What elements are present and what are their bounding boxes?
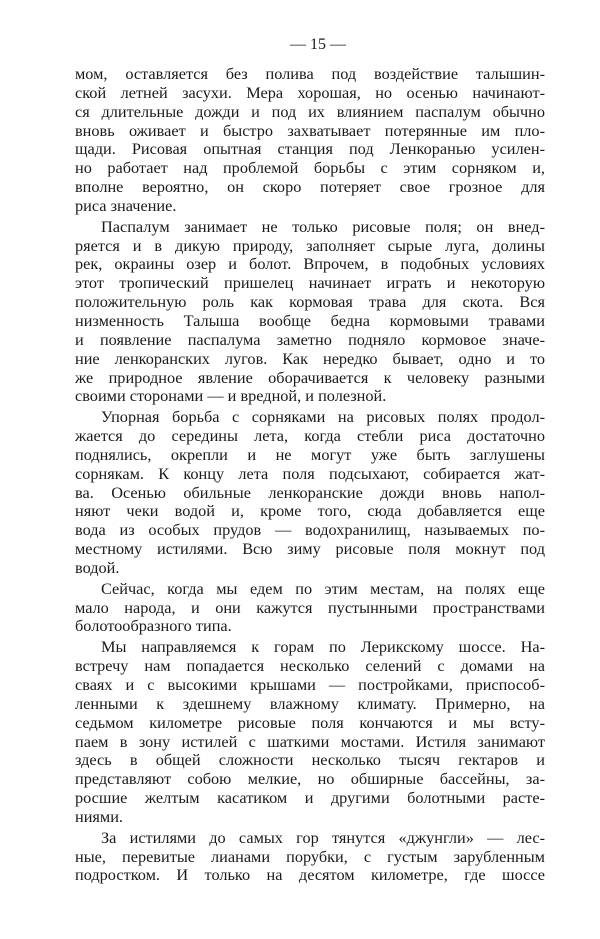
text-line: же природное явление оборачивается к человеку разными bbox=[75, 367, 545, 387]
text-line: подростком. И только на десятом километре, где шоссе bbox=[75, 865, 545, 885]
paragraph bbox=[75, 408, 545, 578]
text-line: Упорная борьба с сорняками на рисовых полях продол- bbox=[101, 407, 545, 427]
text-line: ской летней засухи. Мера хорошая, но осенью начинают- bbox=[75, 82, 545, 102]
page-number: — 15 — bbox=[290, 36, 346, 53]
text-line: представляют собою мелкие, но обширные бассейны, за- bbox=[75, 769, 545, 789]
text-line: и появление паспалума заметно подняло кормовое значе- bbox=[75, 329, 545, 349]
text-line: ниями. bbox=[75, 806, 124, 826]
text-line: но работает над проблемой борьбы с этим сорняком и, bbox=[75, 158, 545, 178]
text-body bbox=[75, 65, 545, 885]
text-line: встречу нам попадается несколько селений с домами на bbox=[75, 656, 545, 676]
paragraph bbox=[75, 829, 545, 886]
text-line: водой. bbox=[75, 557, 120, 577]
text-line: ся длительные дожди и под их влиянием паспалум обычно bbox=[75, 101, 545, 121]
book-page bbox=[75, 36, 545, 887]
text-line: ные, перевитые лианами порубки, с густым зарубленным bbox=[75, 846, 545, 866]
text-line: здесь в общей сложности несколько тысяч гектаров и bbox=[75, 750, 545, 770]
text-line: сваях и с высокими крышами — постройками, приспособ- bbox=[75, 675, 545, 694]
text-line: вновь оживает и быстро захватывает потерянные им пло- bbox=[75, 120, 545, 140]
text-line: седьмом километре рисовые поля кончаются и мы всту- bbox=[75, 712, 545, 732]
text-line: няют чеки водой и, кроме того, сюда добавляется еще bbox=[75, 501, 545, 521]
text-line: ние ленкоранских лугов. Как нередко бывает, одно и то bbox=[75, 348, 545, 368]
text-line: ленными к здешнему влажному климату. Примерно, на bbox=[75, 693, 545, 713]
paragraph bbox=[75, 65, 545, 216]
text-line: этот тропический пришелец начинает играть и некоторую bbox=[75, 273, 545, 293]
text-line: Паспалум занимает не только рисовые поля; он внед- bbox=[101, 216, 545, 236]
text-line: вода из особых прудов — водохранилищ, называемых по- bbox=[75, 520, 545, 540]
paragraph bbox=[75, 580, 545, 637]
text-line: щади. Рисовая опытная станция под Ленкоранью усилен- bbox=[75, 139, 545, 159]
text-line: Сейчас, когда мы едем по этим местам, на полях еще bbox=[101, 578, 545, 598]
text-line: поднялись, окрепли и не могут уже быть заглушены bbox=[75, 444, 545, 464]
paragraph bbox=[75, 638, 545, 826]
text-line: ва. Осенью обильные ленкоранские дожди вновь напол- bbox=[75, 482, 545, 502]
text-line: сорнякам. К концу лета поля подсыхают, собирается жат- bbox=[75, 463, 545, 483]
text-line: болотообразного типа. bbox=[75, 616, 232, 636]
text-line: паем в зону истилей с шаткими мостами. Истиля занимают bbox=[75, 731, 545, 751]
text-line: риса значение. bbox=[75, 195, 177, 215]
text-line: ряется и в дикую природу, заполняет сырые луга, долины bbox=[75, 235, 545, 255]
text-line: низменность Талыша вообще бедна кормовыми травами bbox=[75, 310, 545, 330]
text-line: своими сторонами — и вредной, и полезной. bbox=[75, 386, 387, 406]
text-line: вполне вероятно, он скоро потеряет свое грозное для bbox=[75, 177, 545, 197]
text-line: местному истилями. Всю зиму рисовые поля мокнут под bbox=[75, 539, 545, 559]
text-line: жается до середины лета, когда стебли риса достаточно bbox=[75, 426, 545, 446]
text-line: положительную роль как кормовая трава для скота. Вся bbox=[75, 292, 545, 312]
text-line: За истилями до самых гор тянутся «джунгли» — лес- bbox=[101, 827, 545, 847]
text-line: мало народа, и они кажутся пустынными пространствами bbox=[75, 597, 545, 617]
text-line: рек, окраины озер и болот. Впрочем, в подобных условиях bbox=[75, 254, 545, 274]
text-line: мом, оставляется без полива под воздействие талышин- bbox=[75, 64, 545, 83]
paragraph bbox=[75, 218, 545, 406]
text-line: Мы направляемся к горам по Лерикскому шоссе. На- bbox=[101, 637, 545, 657]
text-line: росшие желтым касатиком и другими болотными расте- bbox=[75, 788, 545, 808]
